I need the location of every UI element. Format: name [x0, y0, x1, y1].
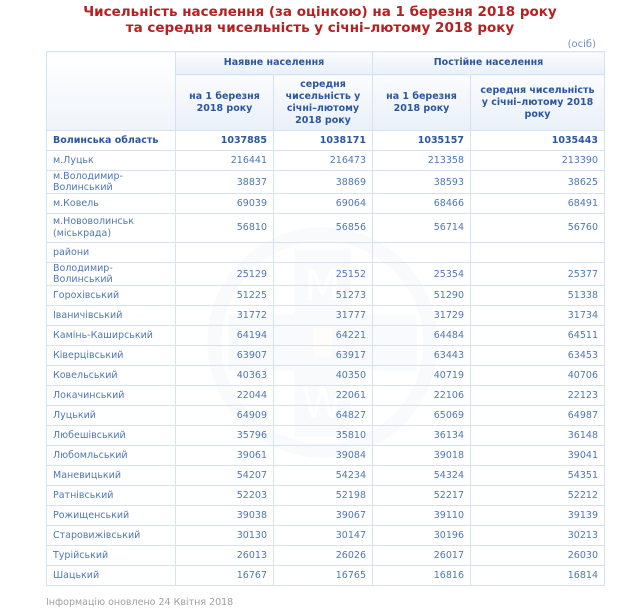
row-name: Горохівський [47, 286, 176, 306]
row-name: Шацький [47, 566, 176, 586]
cell-value: 39041 [471, 446, 605, 466]
cell-value: 16816 [373, 566, 471, 586]
cell-value: 54324 [373, 466, 471, 486]
cell-value: 63443 [373, 346, 471, 366]
cell-value: 30147 [274, 526, 373, 546]
cell-value: 39139 [471, 506, 605, 526]
cell-value: 56810 [176, 214, 274, 243]
cell-value: 26030 [471, 546, 605, 566]
cell-value: 216441 [176, 151, 274, 171]
subheader-present-avg: середня чисельність у січні–лютому 2018 року [274, 75, 373, 131]
cell-value: 25152 [274, 263, 373, 286]
header-present-population: Наявне населення [176, 52, 373, 75]
row-name: Ковельський [47, 366, 176, 386]
cell-value: 64511 [471, 326, 605, 346]
cell-value: 64194 [176, 326, 274, 346]
row-name: м.Луцьк [47, 151, 176, 171]
table-row [47, 466, 605, 486]
table-row [47, 326, 605, 346]
title-line-1: Чисельність населення (за оцінкою) на 1 березня 2018 року [83, 4, 557, 20]
table-row [47, 286, 605, 306]
cell-value: 26026 [274, 546, 373, 566]
table-row [47, 526, 605, 546]
cell-value: 52203 [176, 486, 274, 506]
cell-value: 1035157 [373, 131, 471, 151]
cell-value: 69064 [274, 194, 373, 214]
cell-value: 213358 [373, 151, 471, 171]
cell-value: 16767 [176, 566, 274, 586]
row-name: Володимир-Волинський [47, 263, 176, 286]
update-info: Інформацію оновлено 24 Квітня 2018 [46, 597, 234, 608]
cell-value: 52217 [373, 486, 471, 506]
cell-value: 64827 [274, 406, 373, 426]
cell-value: 51225 [176, 286, 274, 306]
cell-value: 64484 [373, 326, 471, 346]
cell-value: 52198 [274, 486, 373, 506]
title-line-2: та середня чисельність у січні–лютому 2018 року [125, 20, 515, 36]
cell-value: 31729 [373, 306, 471, 326]
subheader-permanent-mar1: на 1 березня 2018 року [373, 75, 471, 131]
table-row [47, 386, 605, 406]
row-name: Камінь-Каширський [47, 326, 176, 346]
header-corner [47, 52, 176, 131]
cell-value: 26013 [176, 546, 274, 566]
table-row [47, 151, 605, 171]
cell-value: 22044 [176, 386, 274, 406]
row-name: м.Володимир-Волинський [47, 171, 176, 194]
cell-value: 40719 [373, 366, 471, 386]
cell-value: 1037885 [176, 131, 274, 151]
cell-value: 56760 [471, 214, 605, 243]
cell-value: 51338 [471, 286, 605, 306]
row-name: Любомльський [47, 446, 176, 466]
cell-value: 39067 [274, 506, 373, 526]
population-table [46, 51, 605, 586]
cell-value: 22061 [274, 386, 373, 406]
cell-value: 1035443 [471, 131, 605, 151]
table-row [47, 263, 605, 286]
cell-value: 40350 [274, 366, 373, 386]
cell-value: 22106 [373, 386, 471, 406]
table-row [47, 366, 605, 386]
cell-value: 38837 [176, 171, 274, 194]
cell-value: 69039 [176, 194, 274, 214]
cell-value: 16765 [274, 566, 373, 586]
table-row [47, 171, 605, 194]
cell-value: 22123 [471, 386, 605, 406]
cell-value: 213390 [471, 151, 605, 171]
cell-value: 31772 [176, 306, 274, 326]
row-name: Ратнівський [47, 486, 176, 506]
cell-value: 64909 [176, 406, 274, 426]
cell-value: 64221 [274, 326, 373, 346]
cell-value: 16814 [471, 566, 605, 586]
cell-value: 216473 [274, 151, 373, 171]
cell-value: 63917 [274, 346, 373, 366]
cell-value: 25129 [176, 263, 274, 286]
units-label: (осіб) [567, 39, 596, 50]
table-row [47, 446, 605, 466]
subheader-present-mar1: на 1 березня 2018 року [176, 75, 274, 131]
cell-value: 54234 [274, 466, 373, 486]
cell-value: 40706 [471, 366, 605, 386]
cell-value: 40363 [176, 366, 274, 386]
table-row [47, 546, 605, 566]
row-name: Луцький [47, 406, 176, 426]
cell-value: 54207 [176, 466, 274, 486]
cell-value: 38593 [373, 171, 471, 194]
cell-value: 63453 [471, 346, 605, 366]
cell-value: 25377 [471, 263, 605, 286]
cell-value: 31734 [471, 306, 605, 326]
row-name: Старовижівський [47, 526, 176, 546]
cell-value: 31777 [274, 306, 373, 326]
table-row [47, 566, 605, 586]
cell-value: 39084 [274, 446, 373, 466]
row-name: м.Ковель [47, 194, 176, 214]
cell-value: 38869 [274, 171, 373, 194]
row-name: Локачинський [47, 386, 176, 406]
table-row [47, 406, 605, 426]
table-row [47, 194, 605, 214]
header-permanent-population: Постійне населення [373, 52, 605, 75]
cell-value: 56714 [373, 214, 471, 243]
table-row [47, 426, 605, 446]
cell-value: 35810 [274, 426, 373, 446]
row-name: Маневицький [47, 466, 176, 486]
cell-value: 51273 [274, 286, 373, 306]
row-name: Любешівський [47, 426, 176, 446]
page-title [0, 4, 640, 36]
cell-value: 39061 [176, 446, 274, 466]
cell-value: 38625 [471, 171, 605, 194]
row-name: Ківерцівський [47, 346, 176, 366]
row-name: Рожищенський [47, 506, 176, 526]
cell-value: 30130 [176, 526, 274, 546]
table-row [47, 214, 605, 243]
subheader-permanent-avg: середня чисельність у січні–лютому 2018 року [471, 75, 605, 131]
cell-value: 30213 [471, 526, 605, 546]
cell-value: 36134 [373, 426, 471, 446]
table-row [47, 506, 605, 526]
table-row [47, 306, 605, 326]
cell-value: 25354 [373, 263, 471, 286]
cell-value: 35796 [176, 426, 274, 446]
cell-value: 68491 [471, 194, 605, 214]
cell-value: 39110 [373, 506, 471, 526]
cell-value: 65069 [373, 406, 471, 426]
row-name: Волинська область [47, 131, 176, 151]
cell-value: 56856 [274, 214, 373, 243]
row-name: Турійський [47, 546, 176, 566]
section-label: райони [47, 243, 176, 263]
cell-value: 30196 [373, 526, 471, 546]
table-row [47, 486, 605, 506]
cell-value: 51290 [373, 286, 471, 306]
cell-value: 39038 [176, 506, 274, 526]
cell-value: 64987 [471, 406, 605, 426]
table-row-section [47, 243, 605, 263]
cell-value: 52212 [471, 486, 605, 506]
cell-value: 36148 [471, 426, 605, 446]
table-row [47, 346, 605, 366]
row-name: м.Нововолинськ (міськрада) [47, 214, 176, 243]
cell-value: 54351 [471, 466, 605, 486]
cell-value: 68466 [373, 194, 471, 214]
cell-value: 63907 [176, 346, 274, 366]
cell-value: 1038171 [274, 131, 373, 151]
cell-value: 26017 [373, 546, 471, 566]
cell-value: 39018 [373, 446, 471, 466]
table-row-total [47, 131, 605, 151]
row-name: Іваничівський [47, 306, 176, 326]
